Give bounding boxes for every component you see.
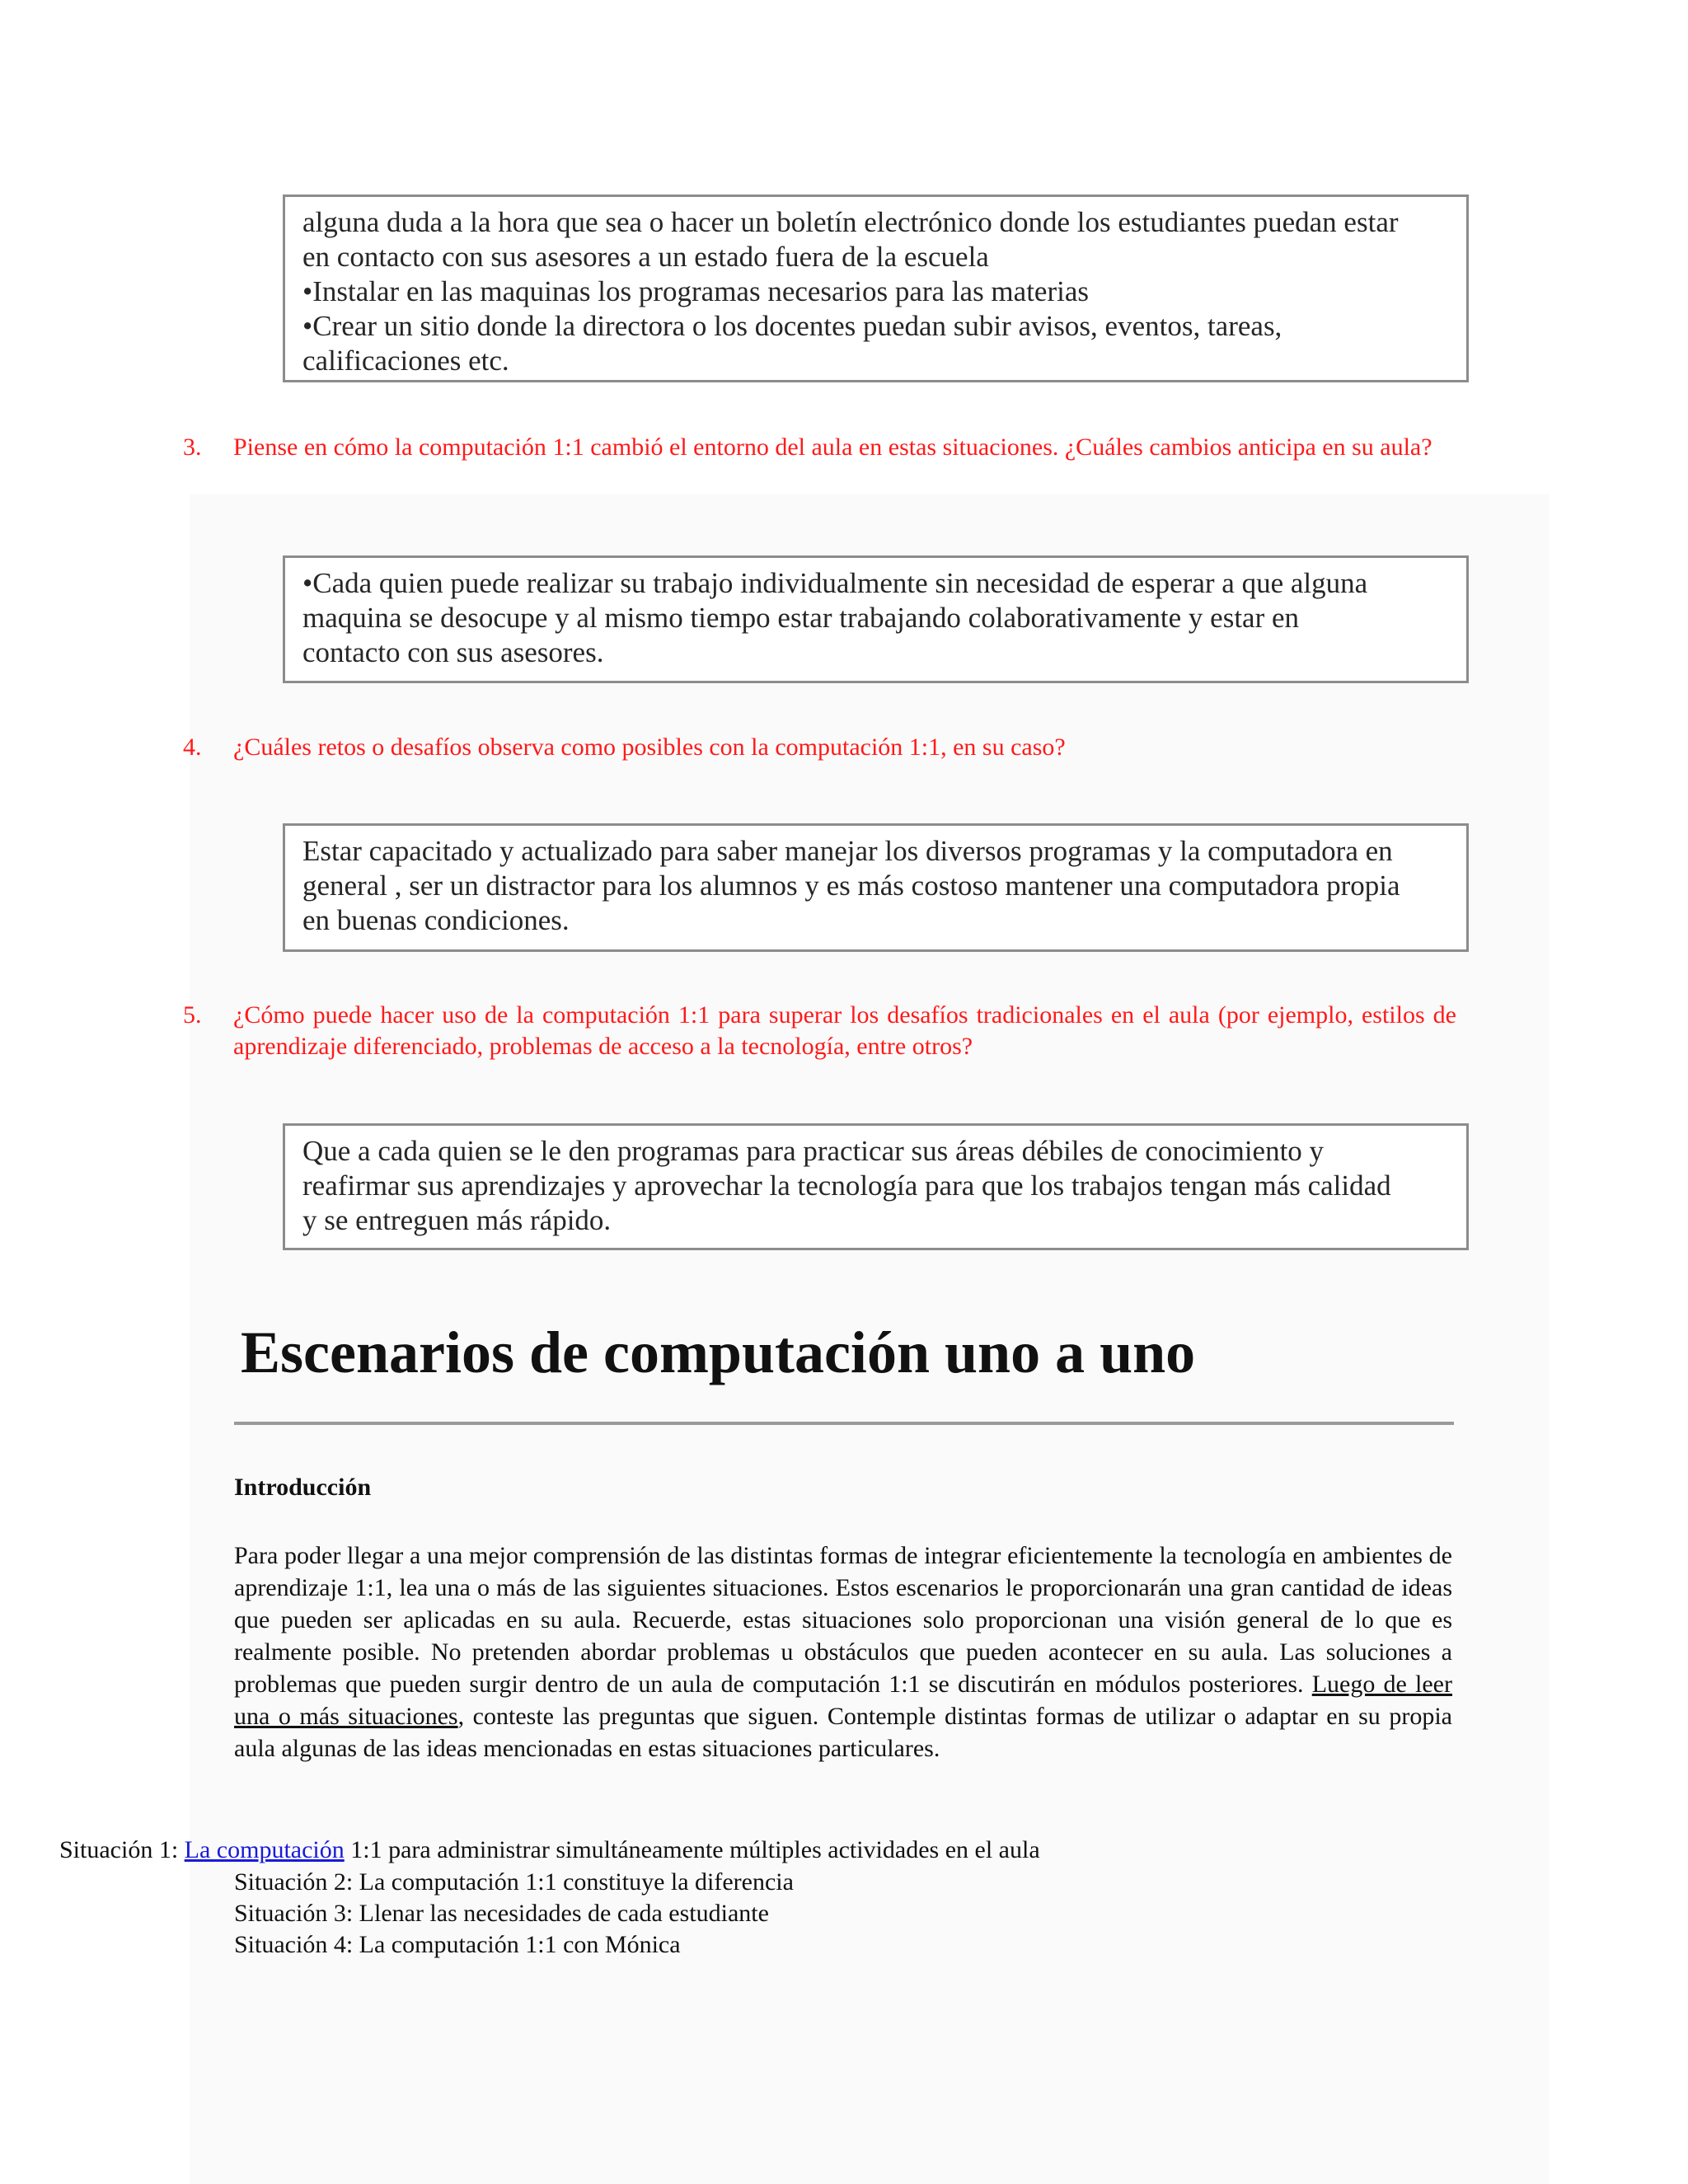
question-4	[183, 732, 1456, 763]
answer-line: general , ser un distractor para los alumnos y es más costoso mantener una computadora propia	[302, 869, 1400, 902]
question-text: Piense en cómo la computación 1:1 cambió el entorno del aula en estas situaciones. ¿Cuáles cambios anticipa en su aula?	[233, 434, 1432, 461]
situation-4: Situación 4: La computación 1:1 con Mónica	[234, 1931, 681, 1958]
answer-line: maquina se desocupe y al mismo tiempo estar trabajando colaborativamente y estar en	[302, 602, 1300, 634]
answer-line: Que a cada quien se le den programas para practicar sus áreas débiles de conocimiento y	[302, 1135, 1325, 1167]
answer-line: •Cada quien puede realizar su trabajo individualmente sin necesidad de esperar a que alguna	[302, 567, 1368, 599]
answer-line: en contacto con sus asesores a un estado fuera de la escuela	[302, 241, 989, 273]
intro-text-end: , conteste las preguntas que siguen. Contemple distintas formas de utilizar o adaptar en su propia aula algunas de las ideas mencionadas en estas situaciones particulares.	[234, 1703, 1452, 1762]
answer-box-4	[283, 823, 1469, 952]
answer-box-5	[283, 1123, 1469, 1250]
title-divider	[234, 1422, 1454, 1425]
answer-box-3	[283, 555, 1469, 683]
intro-text: Para poder llegar a una mejor comprensión de las distintas formas de integrar eficientemente la tecnología en ambientes de aprendizaje 1:1, lea una o más de las siguientes situaciones. Estos escenarios le proporcionarán una gran cantidad de ideas que pueden ser aplicadas en su aula. Recuerde, estas situaciones solo proporcionan una visión general de lo que es realmente posible. No pretenden abordar problemas u obstáculos que pueden acontecer en su aula. Las soluciones a problemas que pueden surgir dentro de un aula de computación 1:1 se discutirán en módulos posteriores.	[234, 1542, 1452, 1698]
situation-1-suffix: 1:1 para administrar simultáneamente múltiples actividades en el aula	[344, 1836, 1040, 1863]
question-number: 4.	[183, 733, 202, 761]
situation-1	[59, 1835, 1040, 1866]
answer-line: contacto con sus asesores.	[302, 636, 604, 668]
situation-1-prefix: Situación 1:	[59, 1836, 185, 1863]
question-number: 5.	[183, 1001, 202, 1029]
answer-line: y se entreguen más rápido.	[302, 1204, 612, 1236]
answer-line: reafirmar sus aprendizajes y aprovechar la tecnología para que los trabajos tengan más calidad	[302, 1169, 1391, 1202]
answer-line: •Crear un sitio donde la directora o los docentes puedan subir avisos, eventos, tareas,	[302, 310, 1282, 342]
answer-line: en buenas condiciones.	[302, 904, 570, 936]
situation-2: Situación 2: La computación 1:1 constituye la diferencia	[234, 1868, 794, 1896]
answer-line: alguna duda a la hora que sea o hacer un boletín electrónico donde los estudiantes puedan estar	[302, 206, 1399, 238]
question-text: ¿Cómo puede hacer uso de la computación 1:1 para superar los desafíos tradicionales en el aula (por ejemplo, estilos de aprendizaje diferenciado, problemas de acceso a la tecnología, entre otros?	[233, 1001, 1456, 1060]
answer-box-2	[283, 194, 1469, 382]
question-text: ¿Cuáles retos o desafíos observa como posibles con la computación 1:1, en su caso?	[233, 733, 1066, 761]
section-title: Escenarios de computación uno a uno	[241, 1319, 1196, 1385]
situation-1-link[interactable]: La computación	[184, 1836, 345, 1863]
intro-underlined-text: Luego de leer una o más situaciones	[234, 1671, 1452, 1730]
question-number: 3.	[183, 434, 202, 461]
intro-paragraph	[234, 1540, 1452, 1765]
section-subtitle: Introducción	[234, 1474, 372, 1501]
answer-line: Estar capacitado y actualizado para saber manejar los diversos programas y la computadora en	[302, 835, 1393, 867]
situation-3: Situación 3: Llenar las necesidades de cada estudiante	[234, 1900, 769, 1927]
question-5	[183, 1000, 1456, 1062]
question-3	[183, 432, 1456, 463]
answer-line: •Instalar en las maquinas los programas necesarios para las materias	[302, 275, 1089, 307]
answer-line: calificaciones etc.	[302, 344, 509, 377]
